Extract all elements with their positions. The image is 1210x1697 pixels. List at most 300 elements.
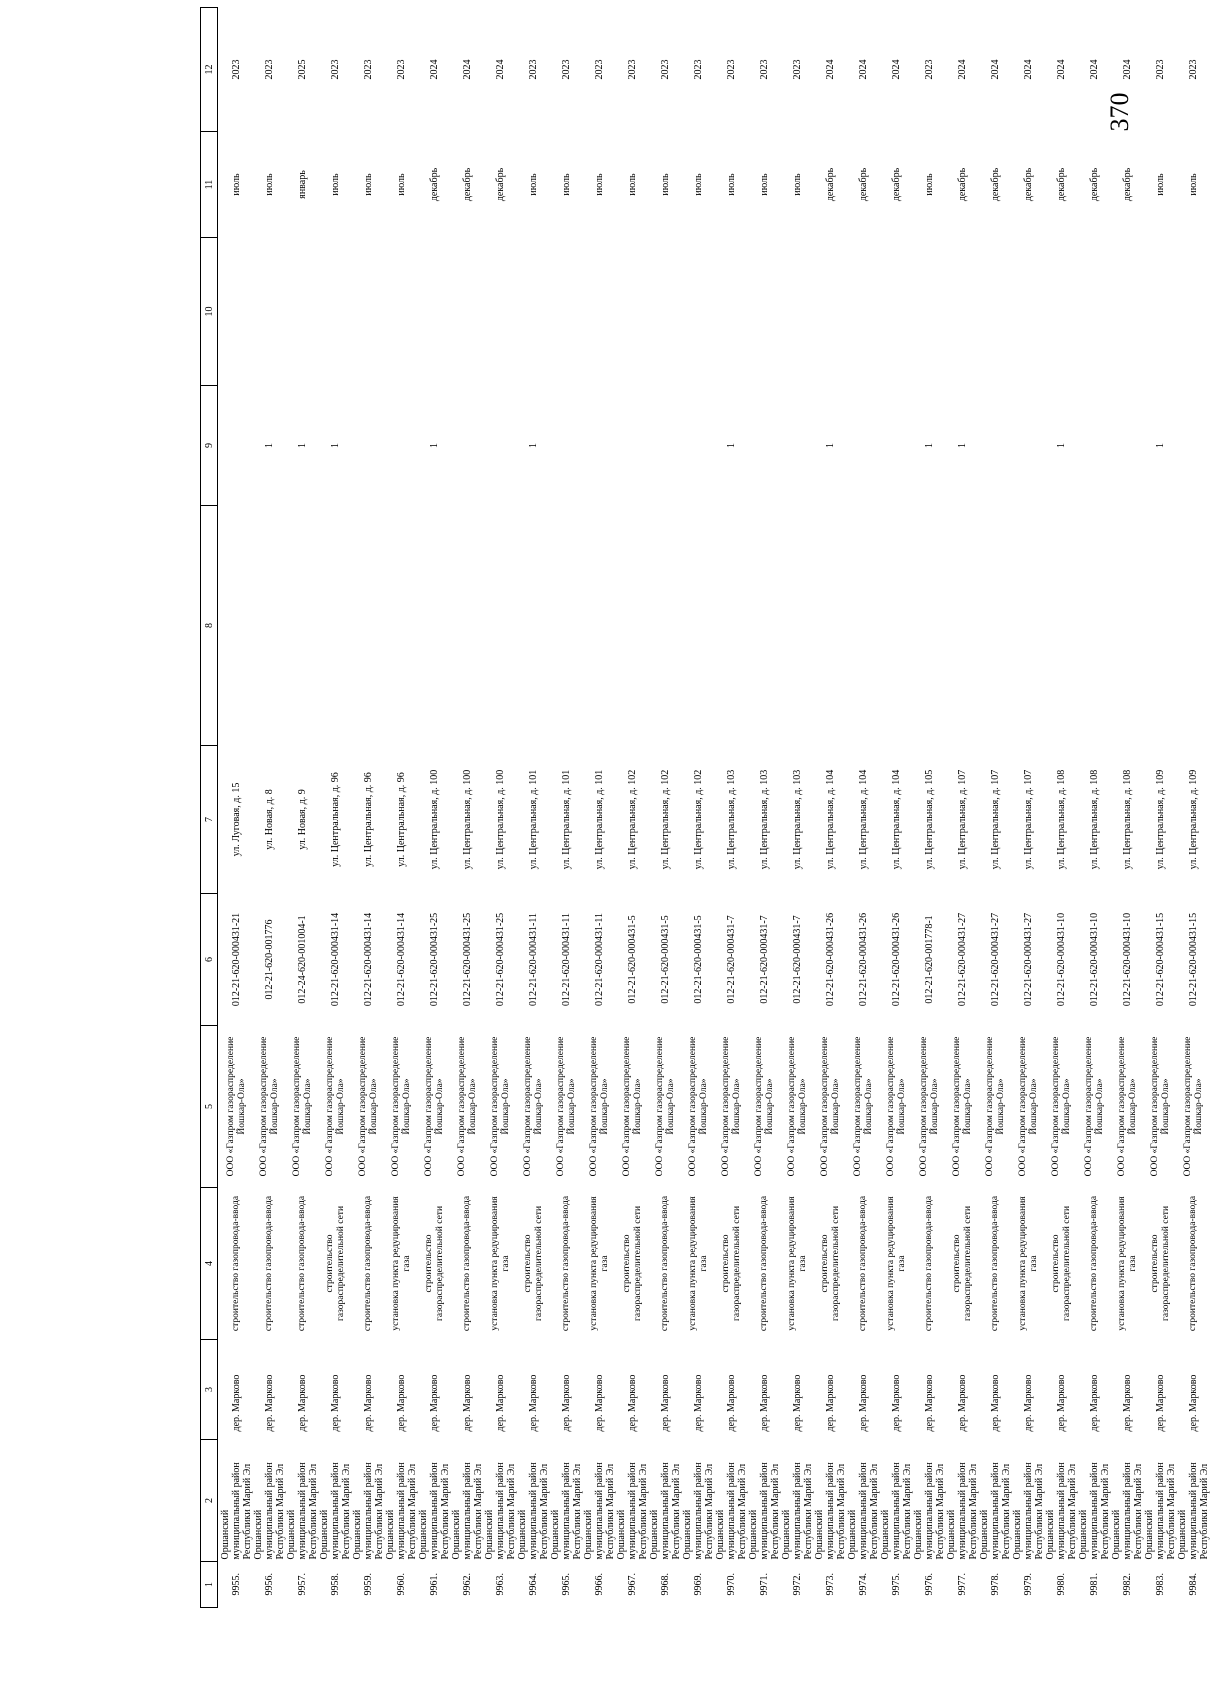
row-number: 9967.: [627, 1573, 638, 1596]
column-header: 10: [201, 238, 218, 386]
column-8-cell: [517, 506, 550, 746]
object-code-cell: 012-21-620-000431-25: [495, 912, 506, 1007]
locality-cell: дер. Марково: [825, 1374, 836, 1432]
address-cell: ул. Центральная, д. 108: [1056, 769, 1067, 870]
table-body: [218, 8, 1210, 1608]
object-code-cell: 012-21-620-000431-21: [231, 912, 242, 1007]
year-cell: 2023: [726, 59, 737, 80]
locality-cell: дер. Марково: [1155, 1374, 1166, 1432]
year-cell: 2023: [792, 59, 803, 80]
organization-cell: ООО «Газпром газораспределение Йошкар-Ола»: [522, 1036, 544, 1177]
object-code-cell: 012-21-620-000431-25: [462, 912, 473, 1007]
year-cell: 2023: [759, 59, 770, 80]
locality-cell: дер. Марково: [627, 1374, 638, 1432]
year-cell: 2024: [891, 59, 902, 80]
work-type-cell: установка пункта редуцирования газа: [588, 1196, 610, 1331]
organization-cell: ООО «Газпром газораспределение Йошкар-Ола»: [1149, 1036, 1171, 1177]
column-8-cell: [286, 506, 319, 746]
locality-cell: дер. Марково: [264, 1374, 275, 1432]
locality-cell: дер. Марково: [660, 1374, 671, 1432]
object-code-cell: 012-21-620-000431-5: [627, 915, 638, 1004]
year-cell: 2023: [561, 59, 572, 80]
locality-cell: дер. Марково: [1122, 1374, 1133, 1432]
year-cell: 2023: [693, 59, 704, 80]
table-row: [682, 8, 715, 1608]
row-number: 9965.: [561, 1573, 572, 1596]
locality-cell: дер. Марково: [1089, 1374, 1100, 1432]
column-9-cell: 1: [264, 443, 275, 448]
organization-cell: ООО «Газпром газораспределение Йошкар-Ола»: [456, 1036, 478, 1177]
organization-cell: ООО «Газпром газораспределение Йошкар-Ола»: [687, 1036, 709, 1177]
month-cell: июль: [759, 173, 770, 196]
month-cell: декабрь: [429, 167, 440, 202]
address-cell: ул. Центральная, д. 107: [990, 769, 1001, 870]
column-8-cell: [319, 506, 352, 746]
table-row: [781, 8, 814, 1608]
object-code-cell: 012-21-620-000431-15: [1155, 912, 1166, 1007]
month-cell: июль: [594, 173, 605, 196]
year-cell: 2024: [462, 59, 473, 80]
locality-cell: дер. Марково: [792, 1374, 803, 1432]
column-10-cell: [352, 238, 385, 386]
month-cell: июль: [330, 173, 341, 196]
object-code-cell: 012-21-620-001778-1: [924, 915, 935, 1004]
object-code-cell: 012-21-620-000431-10: [1089, 912, 1100, 1007]
address-cell: ул. Центральная, д. 104: [825, 769, 836, 870]
object-code-cell: 012-21-620-000431-26: [891, 912, 902, 1007]
month-cell: декабрь: [1056, 167, 1067, 202]
month-cell: июль: [1155, 173, 1166, 196]
column-8-cell: [946, 506, 979, 746]
column-9-cell: [649, 386, 682, 506]
column-10-cell: [1045, 238, 1078, 386]
work-type-cell: строительство газораспределительной сети: [522, 1205, 544, 1322]
locality-cell: дер. Марково: [330, 1374, 341, 1432]
address-cell: ул. Центральная, д. 96: [363, 772, 374, 867]
month-cell: декабрь: [891, 167, 902, 202]
table-row: [715, 8, 748, 1608]
work-type-cell: строительство газопровода-ввода: [297, 1195, 307, 1332]
locality-cell: дер. Марково: [594, 1374, 605, 1432]
table-row: [583, 8, 616, 1608]
year-cell: 2024: [957, 59, 968, 80]
organization-cell: ООО «Газпром газораспределение Йошкар-Ола»: [1116, 1036, 1138, 1177]
locality-cell: дер. Марково: [429, 1374, 440, 1432]
district-cell: Оршанский муниципальный район Республики Марий Эл: [1111, 1462, 1144, 1560]
column-9-cell: [484, 386, 517, 506]
work-type-cell: строительство газопровода-ввода: [561, 1195, 571, 1332]
column-10-cell: [649, 238, 682, 386]
column-8-cell: [748, 506, 781, 746]
district-cell: Оршанский муниципальный район Республики Марий Эл: [649, 1462, 682, 1560]
column-10-cell: [550, 238, 583, 386]
column-8-cell: [880, 506, 913, 746]
locality-cell: дер. Марково: [495, 1374, 506, 1432]
work-type-cell: установка пункта редуцирования газа: [1017, 1196, 1039, 1331]
row-number: 9979.: [1023, 1573, 1034, 1596]
address-cell: ул. Центральная, д. 104: [858, 769, 869, 870]
month-cell: декабрь: [990, 167, 1001, 202]
row-number: 9977.: [957, 1573, 968, 1596]
table-row: [1012, 8, 1045, 1608]
row-number: 9963.: [495, 1573, 506, 1596]
district-cell: Оршанский муниципальный район Республики Марий Эл: [517, 1462, 550, 1560]
column-9-cell: [682, 386, 715, 506]
locality-cell: дер. Марково: [528, 1374, 539, 1432]
column-8-cell: [583, 506, 616, 746]
year-cell: 2024: [429, 59, 440, 80]
year-cell: 2024: [1023, 59, 1034, 80]
gas-works-table: [200, 7, 1210, 1608]
column-9-cell: 1: [825, 443, 836, 448]
column-10-cell: [946, 238, 979, 386]
table-row: [352, 8, 385, 1608]
year-cell: 2023: [528, 59, 539, 80]
column-header: 11: [201, 132, 218, 238]
district-cell: Оршанский муниципальный район Республики Марий Эл: [913, 1462, 946, 1560]
locality-cell: дер. Марково: [924, 1374, 935, 1432]
work-type-cell: строительство газораспределительной сети: [324, 1205, 346, 1322]
object-code-cell: 012-21-620-000431-5: [693, 915, 704, 1004]
column-9-cell: 1: [429, 443, 440, 448]
object-code-cell: 012-21-620-000431-14: [330, 912, 341, 1007]
column-8-cell: [352, 506, 385, 746]
row-number: 9968.: [660, 1573, 671, 1596]
column-8-cell: [682, 506, 715, 746]
address-cell: ул. Центральная, д. 108: [1089, 769, 1100, 870]
month-cell: июль: [726, 173, 737, 196]
table-row: [1144, 8, 1177, 1608]
month-cell: январь: [297, 170, 308, 199]
year-cell: 2023: [231, 59, 242, 80]
district-cell: Оршанский муниципальный район Республики Марий Эл: [385, 1462, 418, 1560]
object-code-cell: 012-21-620-000431-10: [1122, 912, 1133, 1007]
column-header: 9: [201, 386, 218, 506]
work-type-cell: строительство газопровода-ввода: [858, 1195, 868, 1332]
column-header: 4: [201, 1188, 218, 1340]
work-type-cell: строительство газопровода-ввода: [924, 1195, 934, 1332]
row-number: 9957.: [297, 1573, 308, 1596]
locality-cell: дер. Марково: [1056, 1374, 1067, 1432]
table-row: [550, 8, 583, 1608]
row-number: 9962.: [462, 1573, 473, 1596]
object-code-cell: 012-21-620-000431-27: [957, 912, 968, 1007]
column-8-cell: [847, 506, 880, 746]
work-type-cell: строительство газопровода-ввода: [231, 1195, 241, 1332]
work-type-cell: строительство газораспределительной сети: [819, 1205, 841, 1322]
row-number: 9974.: [858, 1573, 869, 1596]
column-8-cell: [484, 506, 517, 746]
column-9-cell: [583, 386, 616, 506]
column-header: 5: [201, 1026, 218, 1188]
locality-cell: дер. Марково: [891, 1374, 902, 1432]
column-8-cell: [550, 506, 583, 746]
organization-cell: ООО «Газпром газораспределение Йошкар-Ола»: [918, 1036, 940, 1177]
column-9-cell: 1: [924, 443, 935, 448]
column-header: 8: [201, 506, 218, 746]
table-row: [451, 8, 484, 1608]
row-number: 9983.: [1155, 1573, 1166, 1596]
table-row: [649, 8, 682, 1608]
row-number: 9969.: [693, 1573, 704, 1596]
organization-cell: ООО «Газпром газораспределение Йошкар-Ола»: [357, 1036, 379, 1177]
object-code-cell: 012-21-620-000431-5: [660, 915, 671, 1004]
column-9-cell: [1012, 386, 1045, 506]
row-number: 9980.: [1056, 1573, 1067, 1596]
address-cell: ул. Центральная, д. 102: [693, 769, 704, 870]
work-type-cell: установка пункта редуцирования газа: [489, 1196, 511, 1331]
table-row: [616, 8, 649, 1608]
district-cell: Оршанский муниципальный район Республики Марий Эл: [451, 1462, 484, 1560]
column-10-cell: [218, 238, 254, 386]
work-type-cell: строительство газопровода-ввода: [1188, 1195, 1198, 1332]
object-code-cell: 012-21-620-000431-7: [792, 915, 803, 1004]
year-cell: 2023: [594, 59, 605, 80]
column-10-cell: [1111, 238, 1144, 386]
row-number: 9973.: [825, 1573, 836, 1596]
column-8-cell: [253, 506, 286, 746]
column-8-cell: [418, 506, 451, 746]
district-cell: Оршанский муниципальный район Республики Марий Эл: [946, 1462, 979, 1560]
organization-cell: ООО «Газпром газораспределение Йошкар-Ола»: [258, 1036, 280, 1177]
column-10-cell: [451, 238, 484, 386]
table-row: [880, 8, 913, 1608]
organization-cell: ООО «Газпром газораспределение Йошкар-Ола»: [852, 1036, 874, 1177]
object-code-cell: 012-21-620-000431-10: [1056, 912, 1067, 1007]
locality-cell: дер. Марково: [561, 1374, 572, 1432]
column-8-cell: [1144, 506, 1177, 746]
column-9-cell: 1: [1056, 443, 1067, 448]
object-code-cell: 012-21-620-001776: [264, 919, 275, 1000]
year-cell: 2024: [1122, 59, 1133, 80]
row-number: 9982.: [1122, 1573, 1133, 1596]
address-cell: ул. Центральная, д. 102: [660, 769, 671, 870]
table-row: [1111, 8, 1144, 1608]
district-cell: Оршанский муниципальный район Республики Марий Эл: [814, 1462, 847, 1560]
work-type-cell: строительство газопровода-ввода: [1089, 1195, 1099, 1332]
column-8-cell: [715, 506, 748, 746]
row-number: 9971.: [759, 1573, 770, 1596]
year-cell: 2023: [396, 59, 407, 80]
column-9-cell: [218, 386, 254, 506]
month-cell: декабрь: [1089, 167, 1100, 202]
district-cell: Оршанский муниципальный район Республики Марий Эл: [748, 1462, 781, 1560]
column-8-cell: [979, 506, 1012, 746]
month-cell: июль: [627, 173, 638, 196]
organization-cell: ООО «Газпром газораспределение Йошкар-Ола»: [654, 1036, 676, 1177]
work-type-cell: строительство газораспределительной сети: [720, 1205, 742, 1322]
month-cell: декабрь: [1023, 167, 1034, 202]
column-header: 2: [201, 1440, 218, 1562]
month-cell: декабрь: [957, 167, 968, 202]
work-type-cell: строительство газораспределительной сети: [1149, 1205, 1171, 1322]
object-code-cell: 012-21-620-000431-25: [429, 912, 440, 1007]
organization-cell: ООО «Газпром газораспределение Йошкар-Ола»: [588, 1036, 610, 1177]
column-10-cell: [847, 238, 880, 386]
district-cell: Оршанский муниципальный район Республики Марий Эл: [484, 1462, 517, 1560]
table-row: [946, 8, 979, 1608]
year-cell: 2024: [858, 59, 869, 80]
column-10-cell: [781, 238, 814, 386]
month-cell: декабрь: [858, 167, 869, 202]
month-cell: июль: [363, 173, 374, 196]
column-9-cell: [847, 386, 880, 506]
work-type-cell: строительство газораспределительной сети: [621, 1205, 643, 1322]
year-cell: 2023: [264, 59, 275, 80]
address-cell: ул. Центральная, д. 96: [396, 772, 407, 867]
table-row: [913, 8, 946, 1608]
table-row: [847, 8, 880, 1608]
address-cell: ул. Луговая, д. 15: [231, 782, 242, 857]
year-cell: 2025: [297, 59, 308, 80]
work-type-cell: строительство газопровода-ввода: [660, 1195, 670, 1332]
column-header: 3: [201, 1340, 218, 1440]
address-cell: ул. Центральная, д. 103: [759, 769, 770, 870]
year-cell: 2023: [627, 59, 638, 80]
year-cell: 2023: [924, 59, 935, 80]
organization-cell: ООО «Газпром газораспределение Йошкар-Ола»: [291, 1036, 313, 1177]
work-type-cell: установка пункта редуцирования газа: [687, 1196, 709, 1331]
column-9-cell: [1111, 386, 1144, 506]
object-code-cell: 012-21-620-000431-27: [990, 912, 1001, 1007]
organization-cell: ООО «Газпром газораспределение Йошкар-Ола»: [225, 1036, 247, 1177]
table-row: [1078, 8, 1111, 1608]
column-9-cell: 1: [1155, 443, 1166, 448]
column-header: 7: [201, 746, 218, 894]
object-code-cell: 012-21-620-000431-11: [528, 913, 539, 1006]
page-number: 370: [1105, 92, 1134, 132]
column-8-cell: [781, 506, 814, 746]
organization-cell: ООО «Газпром газораспределение Йошкар-Ола»: [423, 1036, 445, 1177]
address-cell: ул. Центральная, д. 101: [561, 769, 572, 870]
column-9-cell: 1: [726, 443, 737, 448]
column-10-cell: [253, 238, 286, 386]
work-type-cell: установка пункта редуцирования газа: [885, 1196, 907, 1331]
column-10-cell: [517, 238, 550, 386]
address-cell: ул. Центральная, д. 103: [726, 769, 737, 870]
address-cell: ул. Центральная, д. 107: [1023, 769, 1034, 870]
address-cell: ул. Центральная, д. 103: [792, 769, 803, 870]
organization-cell: ООО «Газпром газораспределение Йошкар-Ола»: [1182, 1036, 1204, 1177]
district-cell: Оршанский муниципальный район Республики Марий Эл: [352, 1462, 385, 1560]
column-9-cell: [748, 386, 781, 506]
year-cell: 2023: [363, 59, 374, 80]
address-cell: ул. Центральная, д. 105: [924, 769, 935, 870]
work-type-cell: строительство газопровода-ввода: [264, 1195, 274, 1332]
locality-cell: дер. Марково: [462, 1374, 473, 1432]
object-code-cell: 012-21-620-000431-15: [1188, 912, 1199, 1007]
row-number: 9978.: [990, 1573, 1001, 1596]
organization-cell: ООО «Газпром газораспределение Йошкар-Ола»: [621, 1036, 643, 1177]
address-cell: ул. Центральная, д. 101: [594, 769, 605, 870]
column-9-cell: [781, 386, 814, 506]
column-9-cell: [352, 386, 385, 506]
table-row: [385, 8, 418, 1608]
column-8-cell: [1045, 506, 1078, 746]
month-cell: июль: [792, 173, 803, 196]
column-10-cell: [1144, 238, 1177, 386]
locality-cell: дер. Марково: [1188, 1374, 1199, 1432]
column-8-cell: [1177, 506, 1210, 746]
address-cell: ул. Центральная, д. 104: [891, 769, 902, 870]
column-10-cell: [418, 238, 451, 386]
rotated-table-container: [200, 8, 1210, 1608]
address-cell: ул. Новая, д. 8: [264, 789, 275, 850]
column-9-cell: 1: [957, 443, 968, 448]
column-9-cell: [1078, 386, 1111, 506]
object-code-cell: 012-21-620-000431-7: [759, 915, 770, 1004]
row-number: 9964.: [528, 1573, 539, 1596]
row-number: 9960.: [396, 1573, 407, 1596]
locality-cell: дер. Марково: [693, 1374, 704, 1432]
object-code-cell: 012-21-620-000431-11: [561, 913, 572, 1006]
column-10-cell: [814, 238, 847, 386]
column-10-cell: [286, 238, 319, 386]
year-cell: 2023: [660, 59, 671, 80]
column-8-cell: [649, 506, 682, 746]
address-cell: ул. Центральная, д. 108: [1122, 769, 1133, 870]
work-type-cell: строительство газопровода-ввода: [990, 1195, 1000, 1332]
table-row: [418, 8, 451, 1608]
organization-cell: ООО «Газпром газораспределение Йошкар-Ола»: [984, 1036, 1006, 1177]
table-row: [1045, 8, 1078, 1608]
table-row: [814, 8, 847, 1608]
organization-cell: ООО «Газпром газораспределение Йошкар-Ола»: [1017, 1036, 1039, 1177]
month-cell: июль: [528, 173, 539, 196]
month-cell: июль: [396, 173, 407, 196]
column-9-cell: [451, 386, 484, 506]
row-number: 9970.: [726, 1573, 737, 1596]
object-code-cell: 012-21-620-000431-14: [363, 912, 374, 1007]
work-type-cell: строительство газораспределительной сети: [1050, 1205, 1072, 1322]
column-10-cell: [1012, 238, 1045, 386]
organization-cell: ООО «Газпром газораспределение Йошкар-Ола»: [1050, 1036, 1072, 1177]
work-type-cell: установка пункта редуцирования газа: [786, 1196, 808, 1331]
district-cell: Оршанский муниципальный район Республики Марий Эл: [319, 1462, 352, 1560]
locality-cell: дер. Марково: [990, 1374, 1001, 1432]
column-10-cell: [748, 238, 781, 386]
column-number-row: [201, 8, 218, 1608]
month-cell: декабрь: [462, 167, 473, 202]
table-row: [484, 8, 517, 1608]
district-cell: Оршанский муниципальный район Республики Марий Эл: [1012, 1462, 1045, 1560]
month-cell: декабрь: [1122, 167, 1133, 202]
row-number: 9959.: [363, 1573, 374, 1596]
district-cell: Оршанский муниципальный район Республики Марий Эл: [715, 1462, 748, 1560]
year-cell: 2023: [1188, 59, 1199, 80]
month-cell: декабрь: [825, 167, 836, 202]
object-code-cell: 012-21-620-000431-7: [726, 915, 737, 1004]
month-cell: июль: [660, 173, 671, 196]
locality-cell: дер. Марково: [396, 1374, 407, 1432]
district-cell: Оршанский муниципальный район Республики Марий Эл: [1045, 1462, 1078, 1560]
district-cell: Оршанский муниципальный район Республики Марий Эл: [1144, 1462, 1177, 1560]
locality-cell: дер. Марково: [726, 1374, 737, 1432]
object-code-cell: 012-21-620-000431-14: [396, 912, 407, 1007]
row-number: 9976.: [924, 1573, 935, 1596]
district-cell: Оршанский муниципальный район Республики Марий Эл: [418, 1462, 451, 1560]
year-cell: 2024: [990, 59, 1001, 80]
address-cell: ул. Центральная, д. 96: [330, 772, 341, 867]
organization-cell: ООО «Газпром газораспределение Йошкар-Ола»: [390, 1036, 412, 1177]
column-10-cell: [319, 238, 352, 386]
column-8-cell: [1012, 506, 1045, 746]
organization-cell: ООО «Газпром газораспределение Йошкар-Ола»: [555, 1036, 577, 1177]
year-cell: 2024: [825, 59, 836, 80]
table-row: [286, 8, 319, 1608]
organization-cell: ООО «Газпром газораспределение Йошкар-Ола»: [786, 1036, 808, 1177]
address-cell: ул. Новая, д. 9: [297, 789, 308, 850]
